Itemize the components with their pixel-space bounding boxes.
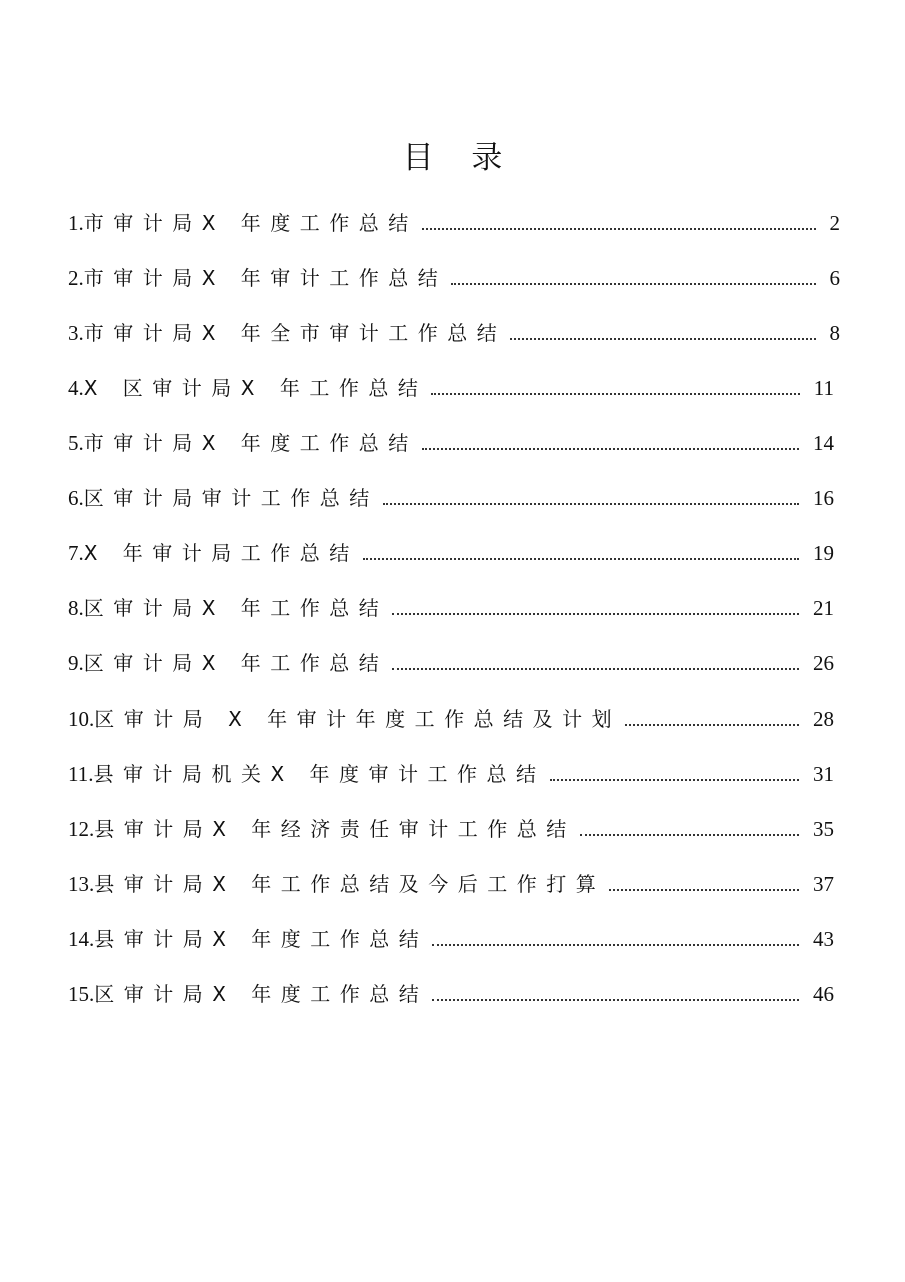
- toc-entry-number: 10.: [68, 707, 95, 731]
- toc-entry[interactable]: [68, 702, 834, 732]
- toc-leader-dots: [580, 834, 799, 836]
- toc-entry-label: 县审计局X 年经济责任审计工作总结: [94, 817, 576, 841]
- toc-entry-label: 市审计局X 年度工作总结: [83, 211, 418, 235]
- toc-entry-number: 13.: [68, 872, 95, 896]
- toc-entry-number: 14.: [68, 927, 95, 951]
- toc-entry-label: 区审计局 X 年审计年度工作总结及计划: [94, 707, 622, 731]
- toc-leader-dots: [432, 944, 799, 946]
- toc-entry[interactable]: [68, 536, 834, 566]
- toc-leader-dots: [625, 724, 799, 726]
- toc-entry-number: 3.: [68, 321, 84, 345]
- toc-entry[interactable]: [68, 812, 834, 842]
- toc-entry-number: 6.: [68, 486, 84, 510]
- page-title: 目 录: [402, 140, 517, 176]
- toc-leader-dots: [432, 999, 799, 1001]
- toc-entry-number: 1.: [68, 211, 84, 235]
- toc-leader-dots: [392, 613, 799, 615]
- toc-leader-dots: [363, 558, 799, 560]
- toc-entry-label: 区审计局X 年度工作总结: [94, 982, 429, 1006]
- toc-entry-page: 26: [813, 651, 834, 675]
- toc-leader-dots: [422, 448, 799, 450]
- toc-entry-label: X 区审计局X 年工作总结: [83, 376, 428, 400]
- toc-entry[interactable]: [68, 316, 840, 346]
- toc-entry-page: 6: [829, 266, 840, 290]
- toc-leader-dots: [392, 668, 799, 670]
- toc-entry-page: 21: [813, 596, 834, 620]
- toc-entry-number: 5.: [68, 431, 84, 455]
- toc-entry-number: 4.: [68, 376, 84, 400]
- toc-leader-dots: [422, 228, 816, 230]
- toc-entry-page: 31: [813, 762, 834, 786]
- toc-entry[interactable]: [68, 426, 834, 456]
- toc-entry[interactable]: [68, 646, 834, 676]
- toc-entry-page: 16: [813, 486, 834, 510]
- toc-entry[interactable]: [68, 371, 834, 401]
- toc-entry-number: 2.: [68, 266, 84, 290]
- toc-entry-page: 11: [813, 376, 834, 400]
- toc-entry[interactable]: [68, 591, 834, 621]
- toc-leader-dots: [609, 889, 799, 891]
- toc-entry-number: 8.: [68, 596, 84, 620]
- toc-entry-page: 19: [813, 541, 834, 565]
- toc-entry-label: 县审计局X 年度工作总结: [94, 927, 429, 951]
- toc-entry-number: 15.: [68, 982, 95, 1006]
- toc-entry[interactable]: [68, 922, 834, 952]
- toc-entry[interactable]: [68, 867, 834, 897]
- toc-entry-label: 区审计局X 年工作总结: [83, 651, 389, 675]
- toc-entry-number: 11.: [68, 762, 94, 786]
- toc-entry-page: 46: [813, 982, 834, 1006]
- toc-entry-page: 35: [813, 817, 834, 841]
- toc-leader-dots: [550, 779, 799, 781]
- toc-entry-label: 县审计局X 年工作总结及今后工作打算: [94, 872, 606, 896]
- toc-leader-dots: [451, 283, 815, 285]
- toc-entry[interactable]: [68, 757, 834, 787]
- toc-entry-label: X 年审计局工作总结: [83, 541, 359, 565]
- toc-entry-label: 市审计局X 年全市审计工作总结: [83, 321, 507, 345]
- toc-leader-dots: [431, 393, 799, 395]
- toc-entry-page: 28: [813, 707, 834, 731]
- toc-entry-label: 区审计局审计工作总结: [83, 486, 379, 510]
- toc-entry-label: 区审计局X 年工作总结: [83, 596, 389, 620]
- toc-entry-page: 2: [829, 211, 840, 235]
- toc-entry-page: 43: [813, 927, 834, 951]
- toc-entry[interactable]: [68, 977, 834, 1007]
- toc-entry-number: 12.: [68, 817, 95, 841]
- toc-entry-label: 县审计局机关X 年度审计工作总结: [93, 762, 546, 786]
- toc-entry-label: 市审计局X 年审计工作总结: [83, 266, 448, 290]
- toc-leader-dots: [510, 338, 815, 340]
- toc-entry[interactable]: [68, 206, 840, 236]
- toc-entry-page: 37: [813, 872, 834, 896]
- toc-entry[interactable]: [68, 481, 834, 511]
- toc-entry[interactable]: [68, 261, 840, 291]
- toc-entry-number: 7.: [68, 541, 84, 565]
- toc-entry-number: 9.: [68, 651, 84, 675]
- toc-leader-dots: [383, 503, 799, 505]
- toc-entry-page: 14: [813, 431, 834, 455]
- toc-entry-page: 8: [829, 321, 840, 345]
- toc-entry-label: 市审计局X 年度工作总结: [83, 431, 418, 455]
